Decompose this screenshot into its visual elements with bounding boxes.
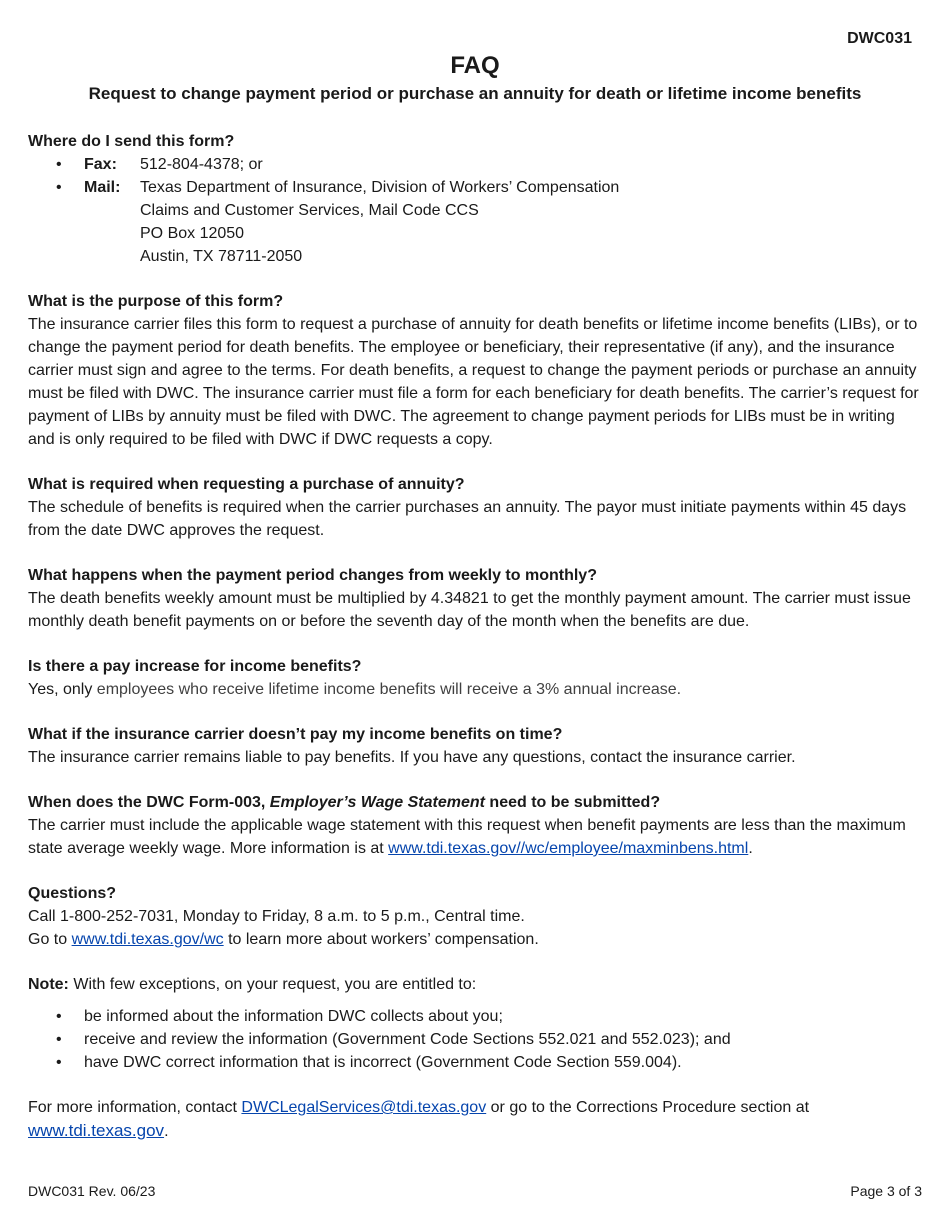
wage-answer-end: . <box>748 840 753 857</box>
mail-line: PO Box 12050 <box>140 225 245 242</box>
note-item <box>28 1028 922 1051</box>
note-list <box>28 1005 922 1074</box>
form-id: DWC031 <box>847 30 912 47</box>
monthly-section <box>28 564 922 633</box>
late-answer: The insurance carrier remains liable to pay benefits. If you have any questions, contact the insurance carrier. <box>28 749 796 766</box>
late-section <box>28 723 922 769</box>
mail-address <box>140 176 619 268</box>
wage-question <box>28 791 922 814</box>
late-question: What if the insurance carrier doesn’t pay my income benefits on time? <box>28 726 563 743</box>
questions-web <box>28 928 922 951</box>
wage-question-end: need to be submitted? <box>484 794 661 811</box>
annuity-section <box>28 473 922 542</box>
fax-value: 512-804-4378; or <box>140 156 263 173</box>
note-item-text: be informed about the information DWC collects about you; <box>84 1008 503 1025</box>
send-question: Where do I send this form? <box>28 133 235 150</box>
monthly-answer: The death benefits weekly amount must be multiplied by 4.34821 to get the monthly payment amount. The carrier must issue monthly death benefit payments on or before the seventh day of the month when the benefits are due. <box>28 590 911 630</box>
note-item-text: have DWC correct information that is incorrect (Government Code Section 559.004). <box>84 1054 682 1071</box>
more-info-start: For more information, contact <box>28 1099 242 1116</box>
annuity-answer: The schedule of benefits is required when the carrier purchases an annuity. The payor must initiate payments within 45 days from the date DWC approves the request. <box>28 499 907 539</box>
note-section <box>28 973 922 1074</box>
more-info-end: . <box>164 1123 169 1140</box>
questions-web-start: Go to <box>28 931 72 948</box>
bullet-icon: • <box>56 1008 62 1025</box>
faq-body <box>28 130 922 1165</box>
note-label: Note: <box>28 976 69 993</box>
page-subtitle: Request to change payment period or purchase an annuity for death or lifetime income benefits <box>88 84 862 103</box>
questions-section <box>28 882 922 951</box>
mail-label: Mail: <box>84 179 121 196</box>
bullet-icon: • <box>56 1031 62 1048</box>
purpose-answer: The insurance carrier files this form to request a purchase of annuity for death benefits or lifetime income benefits (LIBs), or to change the payment period for death benefits. The employee or beneficiary, their representative (if any), and the insurance carrier must sign and agree to the terms. For death benefits, a request to change the payment periods or purchase an annuity must be filed with DWC. The insurance carrier must file a form for each beneficiary for death benefits. The carrier’s request for payment of LIBs by annuity must be filed with DWC. The agreement to change payment periods for LIBs must be in writing and is only required to be filed with DWC if DWC requests a copy. <box>28 316 919 448</box>
more-info-middle: or go to the Corrections Procedure section at <box>486 1099 810 1116</box>
send-list <box>28 153 922 268</box>
note-item <box>28 1051 922 1074</box>
wage-question-start: When does the DWC Form-003, <box>28 794 270 811</box>
fax-label: Fax: <box>84 156 117 173</box>
note-intro <box>28 973 922 996</box>
annuity-question: What is required when requesting a purchase of annuity? <box>28 476 465 493</box>
mail-line: Claims and Customer Services, Mail Code CCS <box>140 202 479 219</box>
footer-revision: DWC031 Rev. 06/23 <box>28 1183 156 1199</box>
increase-section <box>28 655 922 701</box>
legal-services-email-link[interactable]: DWCLegalServices@tdi.texas.gov <box>241 1099 487 1116</box>
note-text: With few exceptions, on your request, you are entitled to: <box>68 976 477 993</box>
mail-line: Texas Department of Insurance, Division of Workers’ Compensation <box>140 179 620 196</box>
purpose-section <box>28 290 922 451</box>
note-item-text: receive and review the information (Government Code Sections 552.021 and 552.023); and <box>84 1031 731 1048</box>
questions-web-end: to learn more about workers’ compensation. <box>223 931 539 948</box>
wage-answer-text: The carrier must include the applicable wage statement with this request when benefit payments are less than the maximum state average weekly wage. More information is at <box>28 817 906 857</box>
questions-phone: Call 1-800-252-7031, Monday to Friday, 8 a.m. to 5 p.m., Central time. <box>28 908 525 925</box>
monthly-question: What happens when the payment period changes from weekly to monthly? <box>28 567 597 584</box>
wage-form-title: Employer’s Wage Statement <box>269 794 485 811</box>
note-item <box>28 1005 922 1028</box>
page-title: FAQ <box>450 52 500 79</box>
increase-answer-rest: employees who receive lifetime income benefits will receive a 3% annual increase. <box>96 681 682 698</box>
send-section <box>28 130 922 268</box>
questions-heading: Questions? <box>28 885 117 902</box>
mail-item <box>28 176 922 268</box>
purpose-question: What is the purpose of this form? <box>28 293 284 310</box>
fax-item <box>28 153 922 176</box>
increase-answer <box>28 678 922 701</box>
bullet-icon: • <box>56 156 62 173</box>
more-info-text <box>28 1096 922 1143</box>
tdi-home-link[interactable]: www.tdi.texas.gov <box>28 1121 165 1140</box>
maxminbens-link[interactable]: www.tdi.texas.gov//wc/employee/maxminbens.html <box>388 840 749 857</box>
wage-answer <box>28 814 922 860</box>
more-info-section <box>28 1096 922 1143</box>
bullet-icon: • <box>56 1054 62 1071</box>
increase-question: Is there a pay increase for income benefits? <box>28 658 362 675</box>
increase-answer-start: Yes, only <box>28 681 97 698</box>
footer-page-number: Page 3 of 3 <box>850 1183 922 1199</box>
bullet-icon: • <box>56 179 62 196</box>
tdi-wc-link[interactable]: www.tdi.texas.gov/wc <box>71 931 224 948</box>
wage-section <box>28 791 922 860</box>
mail-line: Austin, TX 78711-2050 <box>140 248 303 265</box>
